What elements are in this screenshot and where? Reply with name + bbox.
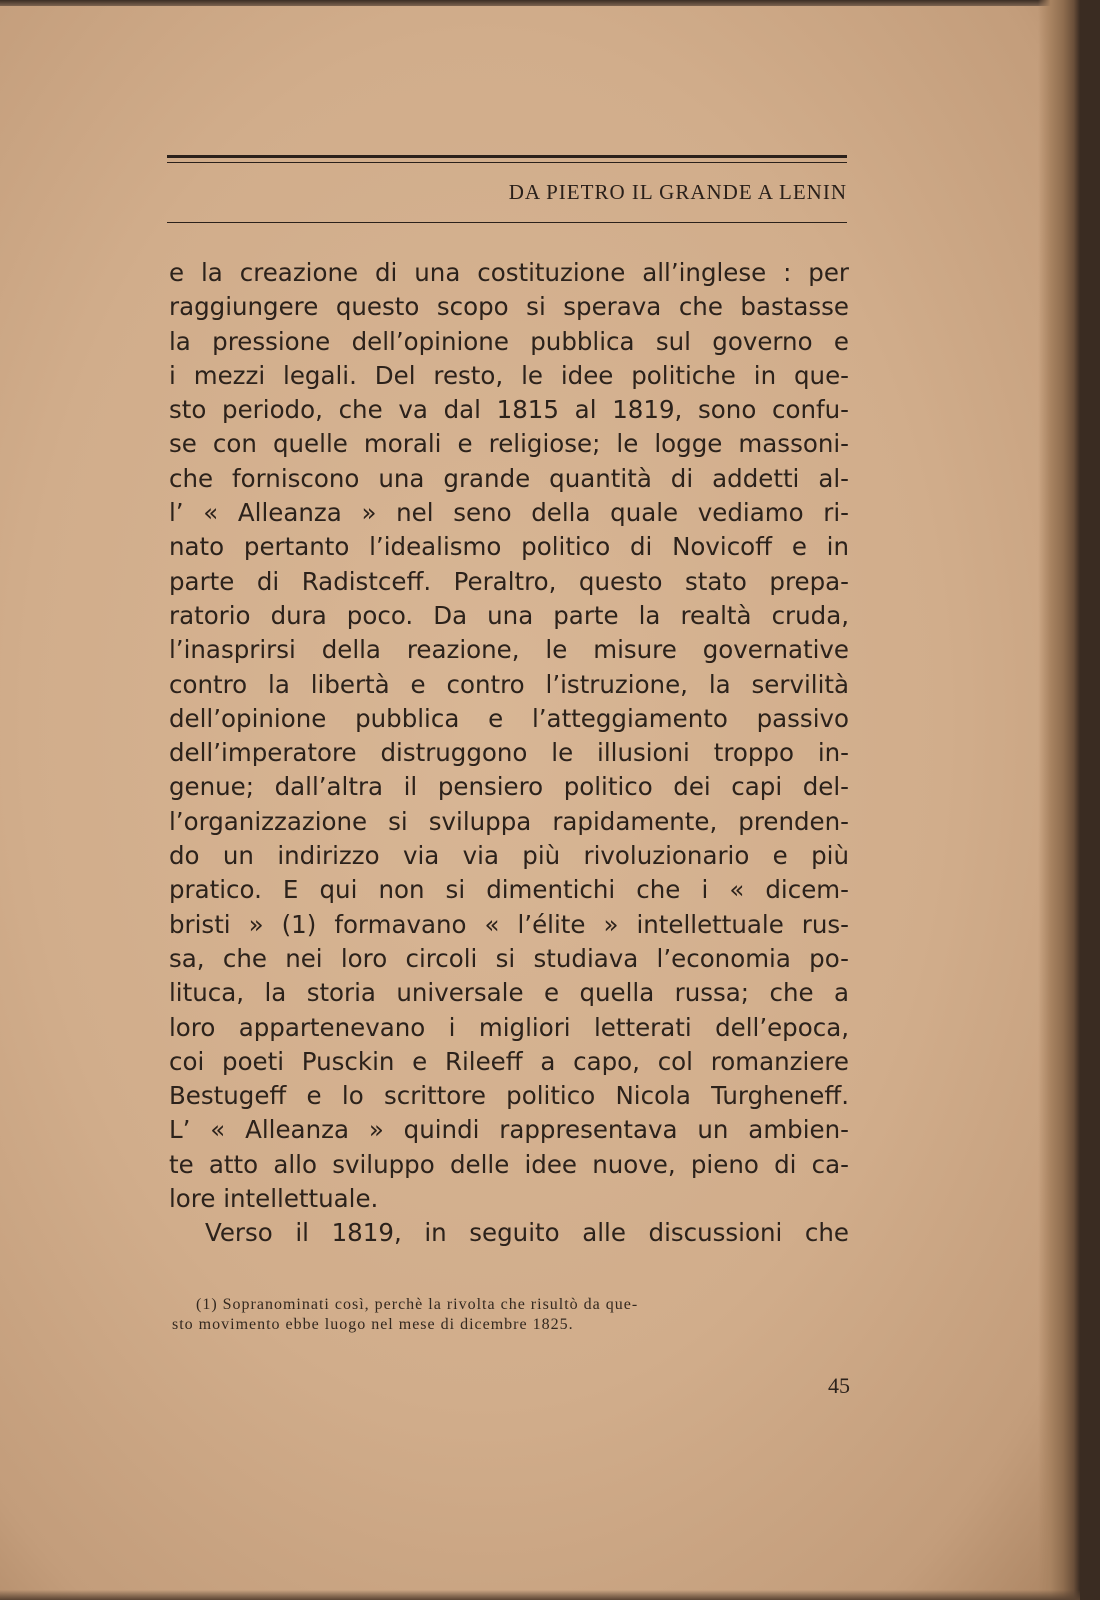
page-top-edge <box>0 0 1080 6</box>
header-rule-thin <box>167 162 847 163</box>
text-line: i mezzi legali. Del resto, le idee politiche in que- <box>169 360 849 390</box>
footnote-line: sto movimento ebbe luogo nel mese di dicembre 1825. <box>172 1316 574 1333</box>
text-line: parte di Radistceff. Peraltro, questo stato prepa- <box>169 566 849 596</box>
page-bottom-edge <box>0 1590 1080 1600</box>
text-line: che forniscono una grande quantità di addetti al- <box>169 463 849 493</box>
text-line: raggiungere questo scopo si sperava che bastasse <box>169 292 849 322</box>
text-line: nato pertanto l’idealismo politico di Novicoff e in <box>169 532 849 562</box>
text-line: do un indirizzo via via più rivoluzionario e più <box>169 841 849 871</box>
text-line-paragraph-end: lore intellettuale. <box>169 1184 379 1214</box>
text-line: bristi » (1) formavano « l’élite » intellettuale rus- <box>169 909 849 939</box>
text-line: Bestugeff e lo scrittore politico Nicola Turgheneff. <box>169 1081 849 1111</box>
text-line: dell’imperatore distruggono le illusioni troppo in- <box>169 738 849 768</box>
text-line: coi poeti Pusckin e Rileeff a capo, col romanziere <box>169 1046 849 1076</box>
text-line: ratorio dura poco. Da una parte la realtà cruda, <box>169 600 849 630</box>
body-text <box>169 256 849 1251</box>
header-rule-thick <box>167 155 847 158</box>
text-line: genue; dall’altra il pensiero politico dei capi del- <box>169 772 849 802</box>
page-number: 45 <box>828 1373 850 1398</box>
text-line: te atto allo sviluppo delle idee nuove, pieno di ca- <box>169 1149 849 1179</box>
text-line: contro la libertà e contro l’istruzione, la servilità <box>169 669 849 699</box>
text-line: lituca, la storia universale e quella russa; che a <box>169 978 849 1008</box>
text-line: dell’opinione pubblica e l’atteggiamento passivo <box>169 703 849 733</box>
text-line: L’ « Alleanza » quindi rappresentava un ambien- <box>169 1115 849 1145</box>
text-line: sto periodo, che va dal 1815 al 1819, sono confu- <box>169 395 849 425</box>
running-head: DA PIETRO IL GRANDE A LENIN <box>508 180 847 204</box>
text-line-paragraph-start: Verso il 1819, in seguito alle discussioni che <box>205 1218 849 1248</box>
footnote <box>172 1295 852 1335</box>
text-line: sa, che nei loro circoli si studiava l’economia po- <box>169 943 849 973</box>
text-line: loro appartenevano i migliori letterati dell’epoca, <box>169 1012 849 1042</box>
text-line: l’organizzazione si sviluppa rapidamente, prenden- <box>169 806 849 836</box>
header-rule-bottom <box>167 222 847 223</box>
text-line: se con quelle morali e religiose; le logge massoni- <box>169 429 849 459</box>
text-line: l’inasprirsi della reazione, le misure governative <box>169 635 849 665</box>
text-line: l’ « Alleanza » nel seno della quale vediamo ri- <box>169 498 849 528</box>
text-line: la pressione dell’opinione pubblica sul governo e <box>169 326 849 356</box>
footnote-line: (1) Sopranominati così, perchè la rivolta che risultò da que- <box>196 1296 639 1313</box>
text-line: e la creazione di una costituzione all’inglese : per <box>169 258 849 287</box>
text-line: pratico. E qui non si dimentichi che i « dicem- <box>169 875 849 905</box>
page-binding-edge <box>1038 0 1080 1600</box>
